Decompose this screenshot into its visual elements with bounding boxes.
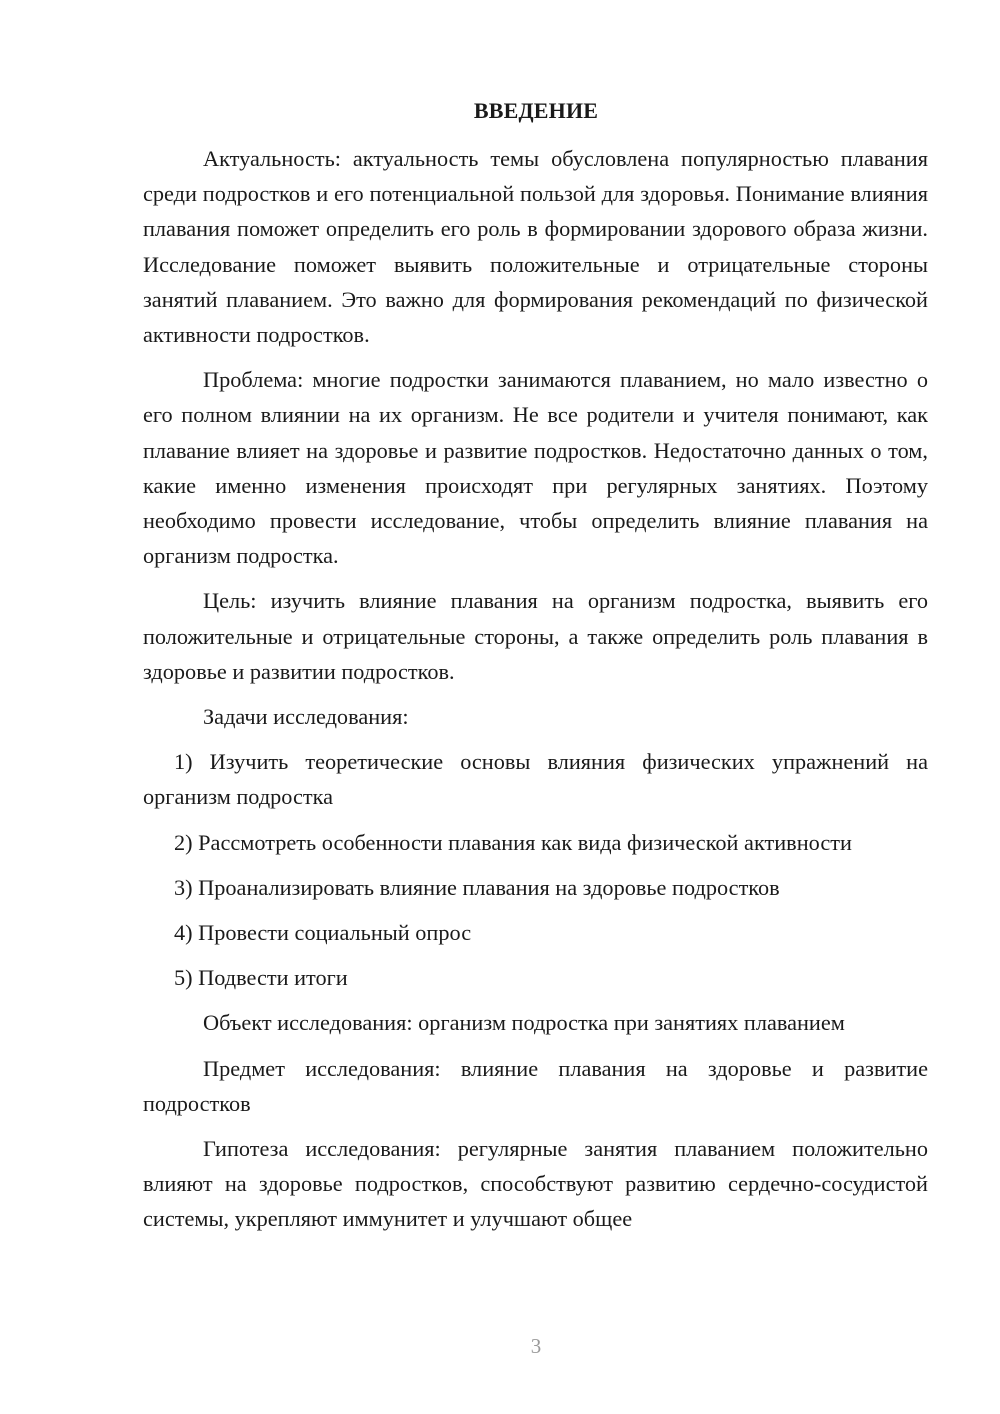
- paragraph-relevance: Актуальность: актуальность темы обусловлена популярностью плавания среди подростков и его потенциальной пользой для здоровья. Понимание влияния плавания поможет определить его роль в формировании здорового образа жизни. Исследование поможет выявить положительные и отрицательные стороны занятий плаванием. Это важно для формирования рекомендаций по физической активности подростков.: [143, 146, 928, 348]
- task-item-5: 5) Подвести итоги: [174, 965, 348, 991]
- section-body: [143, 141, 928, 1237]
- paragraph-tasks-heading: Задачи исследования:: [203, 704, 409, 730]
- task-item-1: 1) Изучить теоретические основы влияния физических упражнений на организм подростка: [143, 749, 928, 810]
- paragraph-problem: Проблема: многие подростки занимаются плаванием, но мало известно о его полном влиянии на их организм. Не все родители и учителя понимают, как плавание влияет на здоровье и развитие подростков. Недостаточно данных о том, какие именно изменения происходят при регулярных занятиях. Поэтому необходимо провести исследование, чтобы определить влияние плавания на организм подростка.: [143, 367, 928, 569]
- task-item-4: 4) Провести социальный опрос: [174, 920, 472, 946]
- section-title: ВВЕДЕНИЕ: [473, 98, 599, 123]
- paragraph-object: Объект исследования: организм подростка при занятиях плаванием: [203, 1010, 845, 1036]
- task-item-3: 3) Проанализировать влияние плавания на здоровье подростков: [174, 874, 780, 900]
- paragraph-subject: Предмет исследования: влияние плавания на здоровье и развитие подростков: [143, 1055, 928, 1116]
- task-item-2: 2) Рассмотреть особенности плавания как вида физической активности: [174, 829, 852, 855]
- page-number: 3: [530, 1334, 542, 1358]
- paragraph-hypothesis: Гипотеза исследования: регулярные занятия плаванием положительно влияют на здоровье подростков, способствуют развитию сердечно-сосудистой системы, укрепляют иммунитет и улучшают общее: [143, 1136, 928, 1232]
- paragraph-goal: Цель: изучить влияние плавания на организм подростка, выявить его положительные и отрицательные стороны, а также определить роль плавания в здоровье и развитии подростков.: [143, 588, 928, 684]
